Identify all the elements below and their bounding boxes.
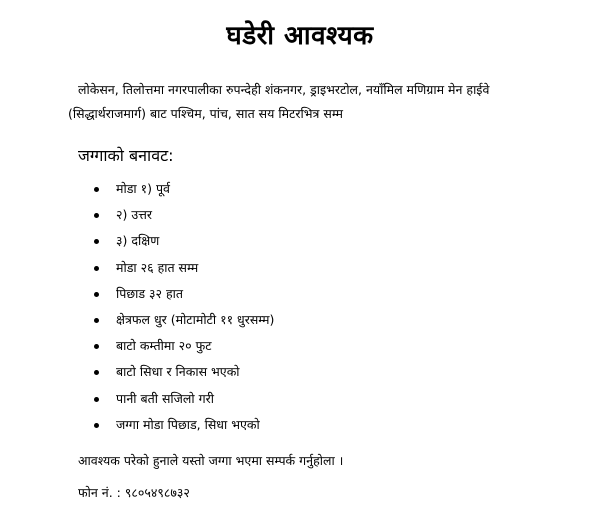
list-item: मोडा २६ हात सम्म: [90, 257, 274, 283]
list-item: ३) दक्षिण: [90, 230, 274, 256]
features-list: [90, 178, 274, 440]
list-item: पिछाड ३२ हात: [90, 283, 274, 309]
location-description: [68, 78, 558, 126]
list-item: क्षेत्रफल धुर (मोटामोटी ११ धुरसम्म): [90, 309, 274, 335]
phone-number: फोन नं. : ९८०५४९८७३२: [78, 485, 190, 500]
list-item: जग्गा मोडा पिछाड, सिधा भएको: [90, 414, 274, 440]
list-item: बाटो सिधा र निकास भएको: [90, 361, 274, 387]
features-heading: जग्गाको बनावट:: [78, 146, 174, 165]
contact-note: आवश्यक परेको हुनाले यस्तो जग्गा भएमा सम्पर्क गर्नुहोला ।: [78, 453, 344, 468]
location-line-2: (सिद्धार्थराजमार्ग) बाट पश्चिम, पांच, सात सय मिटरभित्र सम्म: [68, 106, 344, 121]
list-item: मोडा १) पूर्व: [90, 178, 274, 204]
location-line-1: लोकेसन, तिलोत्तमा नगरपालीका रुपन्देही शंकनगर, ड्राइभरटोल, नयाँमिल मणिग्राम मेन हाईवे: [78, 82, 490, 97]
list-item: बाटो कम्तीमा २० फुट: [90, 335, 274, 361]
list-item: पानी बती सजिलो गरी: [90, 388, 274, 414]
page-title: घडेरी आवश्यक: [226, 21, 374, 51]
list-item: २) उत्तर: [90, 204, 274, 230]
